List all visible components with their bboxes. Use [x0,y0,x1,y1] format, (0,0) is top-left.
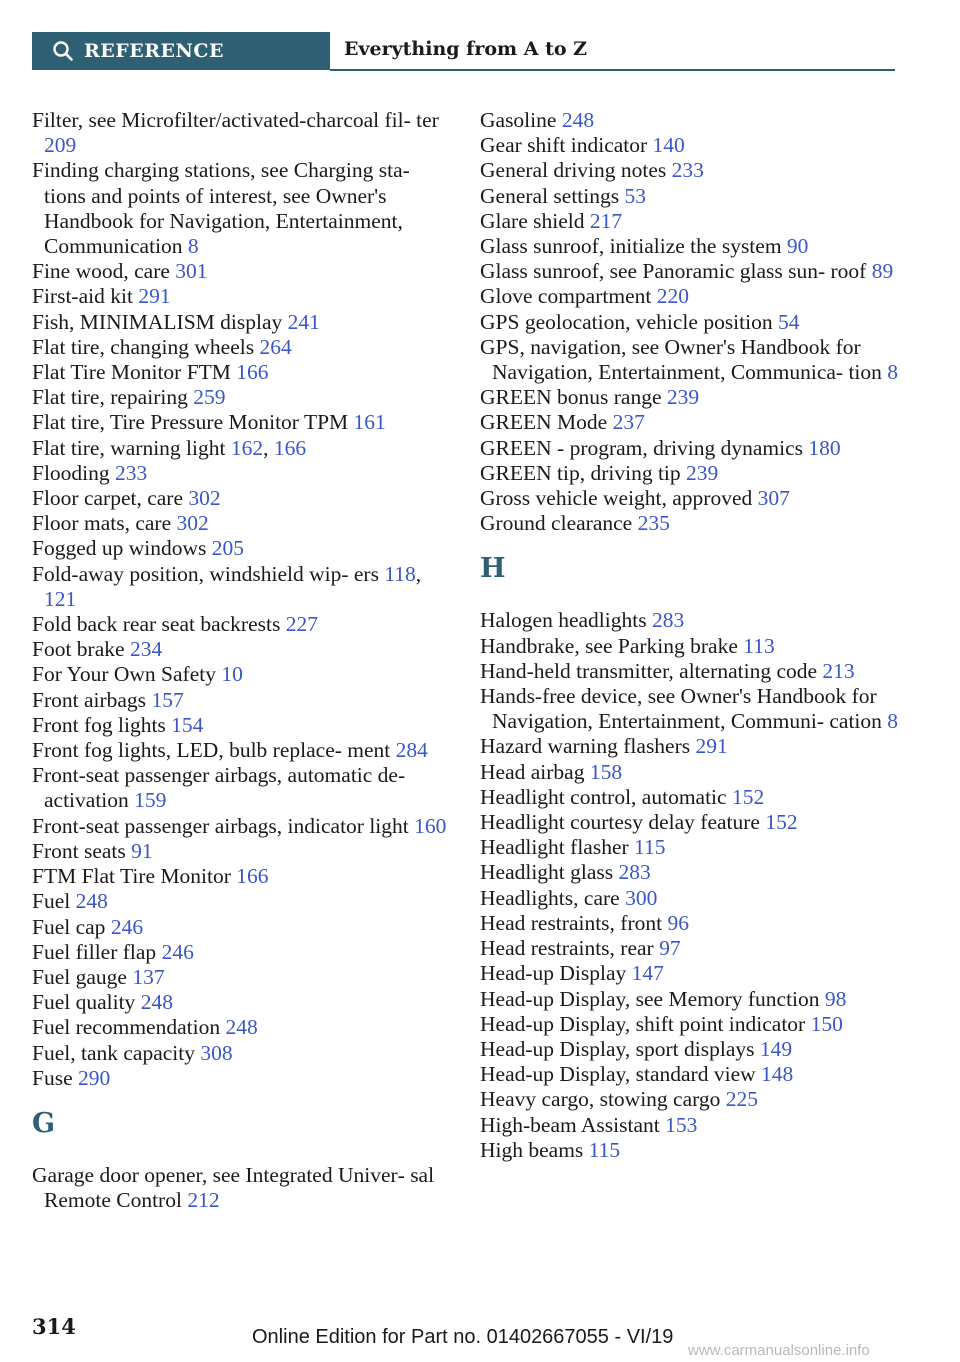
page-reference-link[interactable]: 246 [161,939,194,964]
index-term: Headlight control, automatic [480,784,727,809]
page-reference-link[interactable]: 8 [887,360,899,385]
page-reference-link[interactable]: 235 [637,511,670,536]
index-entry [32,814,452,839]
index-letter-heading: G [32,1107,56,1139]
index-entry [32,839,452,864]
index-entry [32,637,452,662]
index-term: Front airbags [32,687,147,712]
index-term: Fuel filler flap [32,939,157,964]
page-reference-link[interactable]: 233 [115,460,148,485]
page-reference-link[interactable]: 54 [777,309,800,334]
page-reference-link[interactable]: 115 [634,835,666,860]
index-term: Head-up Display [480,961,627,986]
page-reference-link[interactable]: 308 [200,1040,233,1065]
index-entry [32,889,452,914]
index-entry [480,158,900,183]
index-term: Front fog lights [32,712,166,737]
index-term: Head airbag [480,759,585,784]
index-term: GPS geolocation, vehicle position [480,309,773,334]
page-reference-link[interactable]: 154 [171,712,204,737]
index-term: Fogged up windows [32,536,207,561]
index-term: Halogen headlights [480,608,647,633]
page-reference-link[interactable]: 212 [187,1188,220,1213]
index-entry [32,1066,452,1091]
index-entry [480,209,900,234]
page-reference-link[interactable]: 152 [731,784,765,809]
index-entry [480,436,900,461]
index-entry [480,133,900,158]
index-entry [480,659,900,684]
page-number: 314 [32,1314,76,1339]
index-term: Flat tire, changing wheels [32,334,255,359]
search-icon [52,40,74,62]
index-term: Hands-free device, see Owner's Handbook for Navigation, Entertainment, Communi‐ cation [480,684,882,734]
index-entry [32,284,452,309]
page-reference-link[interactable]: 248 [561,108,595,132]
page-reference-link[interactable]: 97 [659,936,681,961]
index-term: GPS, navigation, see Owner's Handbook for Navigation, Entertainment, Communica‐ tion [480,334,882,385]
index-term: Head restraints, front [480,910,663,935]
index-term: Headlight courtesy delay feature [480,810,760,835]
page-reference-link[interactable]: 233 [671,158,704,183]
index-entry [32,763,452,813]
section-tab [32,32,330,70]
page-reference-link[interactable]: 90 [786,234,809,259]
page-reference-link[interactable]: 302 [176,511,209,536]
index-entry [480,385,900,410]
index-entry [32,385,452,410]
page-reference-link[interactable]: 248 [225,1015,258,1040]
index-entry [480,911,900,936]
page-reference-link[interactable]: 89 [871,259,894,284]
page-reference-link[interactable]: 227 [285,612,318,637]
page-reference-link[interactable]: 241 [287,309,320,334]
page-reference-link[interactable]: 148 [761,1062,794,1087]
index-term: Flat tire, warning light [32,435,226,460]
page-reference-link[interactable]: 96 [667,910,689,935]
index-entry [32,1015,452,1040]
index-term: General driving notes [480,158,667,183]
index-term: Head-up Display, see Memory function [480,986,820,1011]
page-reference-link[interactable]: 149 [759,1036,793,1061]
page-reference-link[interactable]: 91 [131,838,153,863]
index-entry [32,108,452,158]
index-term: Fuse [32,1065,73,1090]
index-entry [32,940,452,965]
page-reference-link[interactable]: 264 [259,334,292,359]
page-reference-link[interactable]: 302 [188,486,221,511]
page-reference-link[interactable]: 300 [625,885,658,910]
page-reference-link[interactable]: 147 [631,961,664,986]
page-reference-link[interactable]: 166 [236,360,269,385]
index-term: Fuel gauge [32,964,127,989]
page-reference-link[interactable]: 220 [656,284,689,309]
index-entry [32,410,452,435]
index-term: GREEN bonus range [480,385,662,410]
page-reference-link[interactable]: 307 [757,486,790,511]
index-term: High-beam Assistant [480,1112,660,1137]
index-term: Glass sunroof, see Panoramic glass sun‐ roof [480,259,867,284]
index-entry [32,310,452,335]
index-term: Head-up Display, standard view [480,1062,756,1087]
page-reference-link[interactable]: 166 [273,435,307,460]
index-term: General settings [480,183,620,208]
page-reference-link[interactable]: 234 [129,637,163,662]
index-entry [32,864,452,889]
page-reference-link[interactable]: 237 [612,410,645,435]
index-column-right [480,108,900,1163]
index-term: Glare shield [480,208,585,233]
index-entry [32,335,452,360]
index-entry [480,108,900,133]
index-entry [32,738,452,763]
index-entry [480,987,900,1012]
index-term: Front-seat passenger airbags, indicator light [32,813,409,838]
index-column-left [32,108,452,1213]
index-term: Front fog lights, LED, bulb replace‐ ment [32,738,391,763]
page-reference-link[interactable]: 259 [193,385,226,410]
page-reference-link[interactable]: 162 [230,435,264,460]
index-entry [32,688,452,713]
page-reference-link[interactable]: 290 [78,1065,111,1090]
index-entry [480,634,900,659]
page-reference-link[interactable]: 8 [887,709,899,734]
page-reference-link[interactable]: 283 [651,608,685,633]
index-entry [480,234,900,259]
index-term: Filter, see Microfilter/activated-charcoal fil‐ ter [32,108,439,132]
index-term: Gross vehicle weight, approved [480,486,753,511]
index-entry [480,936,900,961]
index-term: Gasoline [480,108,557,132]
index-entry [480,259,900,284]
index-term: Hand-held transmitter, alternating code [480,658,818,683]
page-reference-link[interactable]: 283 [618,860,651,885]
index-term: Fuel cap [32,914,106,939]
page-reference-link[interactable]: 291 [138,284,171,309]
index-term: GREEN - program, driving dynamics [480,435,804,460]
page-reference-link[interactable]: 217 [589,208,623,233]
index-entry [32,461,452,486]
index-term: Hazard warning flashers [480,734,691,759]
index-entry [480,961,900,986]
index-entry [480,734,900,759]
index-term: Finding charging stations, see Charging sta‐ tions and points of interest, see Owner's Handbook for Navigation, Entertainment, Communication [32,158,410,259]
index-entry: Flat tire, warning light 162, 166 [32,435,307,460]
page-reference-link[interactable]: 166 [236,864,269,889]
index-term: Fish, MINIMALISM display [32,309,283,334]
index-term: Fuel recommendation [32,1015,221,1040]
page-reference-link[interactable]: 150 [810,1011,843,1036]
index-term: GREEN tip, driving tip [480,460,681,485]
index-entry [32,612,452,637]
index-entry [32,536,452,561]
page-reference-link[interactable]: 118 [384,561,416,586]
index-entry [32,915,452,940]
page-reference-link[interactable]: 140 [652,133,685,158]
page-reference-link[interactable]: 8 [187,234,199,259]
section-label: REFERENCE [84,40,224,62]
index-entry [480,1138,900,1163]
index-term: FTM Flat Tire Monitor [32,864,231,889]
page-reference-link[interactable]: 248 [140,990,173,1015]
index-entry [480,511,900,536]
page-reference-link[interactable]: 53 [624,183,646,208]
page-reference-link[interactable]: 10 [221,662,243,687]
index-entry [32,662,452,687]
index-term: Head-up Display, sport displays [480,1036,755,1061]
index-entry [480,810,900,835]
page-header [32,32,895,72]
index-term: Handbrake, see Parking brake [480,633,738,658]
page-reference-link[interactable]: 160 [414,813,447,838]
index-entry [480,835,900,860]
index-entry [480,461,900,486]
index-entry [32,713,452,738]
index-term: Front seats [32,838,126,863]
index-entry [480,684,900,734]
index-entry [32,511,452,536]
index-entry [480,860,900,885]
page-reference-link[interactable]: 205 [211,536,245,561]
index-term: GREEN Mode [480,410,608,435]
index-entry [32,360,452,385]
index-term: Flooding [32,460,110,485]
index-term: Fuel [32,889,71,914]
page-reference-link[interactable]: 98 [824,986,847,1011]
index-term: For Your Own Safety [32,662,216,687]
index-term: Fuel, tank capacity [32,1040,195,1065]
index-entry [480,760,900,785]
index-term: Front-seat passenger airbags, automatic de‐ activation [32,763,406,813]
page-reference-link[interactable]: 137 [132,964,165,989]
index-entry [32,486,452,511]
index-entry [480,1012,900,1037]
page-reference-link[interactable]: 209 [44,133,77,158]
page-reference-link[interactable]: 152 [765,810,798,835]
index-entry [480,410,900,435]
index-term: Garage door opener, see Integrated Univer‐ sal Remote Control [32,1162,435,1213]
edition-footer: Online Edition for Part no. 01402667055 - VI/19 [252,1326,674,1348]
index-term: Foot brake [32,637,125,662]
index-term: Glove compartment [480,284,652,309]
index-entry [480,310,900,335]
index-entry [32,1163,452,1213]
index-term: Glass sunroof, initialize the system [480,234,782,259]
index-entry [480,886,900,911]
index-term: Headlight glass [480,860,614,885]
watermark: www.carmanualsonline.info [688,1342,870,1359]
index-term: Ground clearance [480,511,633,536]
index-term: Fine wood, care [32,259,170,284]
index-term: Flat tire, repairing [32,385,188,410]
index-term: Head-up Display, shift point indicator [480,1011,806,1036]
page-reference-link[interactable]: 239 [666,385,700,410]
page-reference-link[interactable]: 115 [588,1137,621,1162]
index-entry [480,608,900,633]
index-entry [32,965,452,990]
page-reference-link[interactable]: 239 [686,460,719,485]
index-term: Heavy cargo, stowing cargo [480,1087,721,1112]
chapter-title: Everything from A to Z [344,38,588,60]
page-reference-link[interactable]: 213 [822,658,855,683]
index-entry [32,158,452,259]
index-term: Headlights, care [480,885,620,910]
index-term: Fold back rear seat backrests [32,612,281,637]
index-entry: Fold-away position, windshield wip‐ ers 118, 121 [32,561,422,611]
index-term: Fold-away position, windshield wip‐ ers [32,561,379,586]
page-reference-link[interactable]: 301 [175,259,208,284]
page-reference-link[interactable]: 113 [743,633,775,658]
index-entry [480,1037,900,1062]
index-term: Flat Tire Monitor FTM [32,360,231,385]
index-entry [480,1113,900,1138]
page-reference-link[interactable]: 153 [665,1112,698,1137]
index-term: High beams [480,1137,584,1162]
page-reference-link[interactable]: 248 [75,889,108,914]
index-term: Flat tire, Tire Pressure Monitor TPM [32,410,349,435]
index-term: Head restraints, rear [480,936,654,961]
index-entry [32,1041,452,1066]
page-reference-link[interactable]: 180 [808,435,841,460]
index-term: Floor carpet, care [32,486,184,511]
page-reference-link[interactable]: 291 [695,734,728,759]
page-reference-link[interactable]: 159 [134,788,167,813]
index-entry [32,990,452,1015]
index-entry [480,335,900,385]
index-term: Gear shift indicator [480,133,648,158]
index-entry [480,184,900,209]
header-rule [330,69,895,71]
index-entry [480,785,900,810]
page-reference-link[interactable]: 157 [151,687,184,712]
index-term: First-aid kit [32,284,133,309]
page-reference-link[interactable]: 246 [110,914,144,939]
page-reference-link[interactable]: 225 [725,1087,759,1112]
index-term: Fuel quality [32,990,136,1015]
index-entry [32,259,452,284]
index-entry [480,1087,900,1112]
page-reference-link[interactable]: 158 [589,759,623,784]
page-reference-link[interactable]: 284 [395,738,428,763]
page-reference-link[interactable]: 121 [44,586,77,611]
index-entry [480,284,900,309]
index-term: Floor mats, care [32,511,172,536]
index-term: Headlight flasher [480,835,629,860]
page-reference-link[interactable]: 161 [353,410,386,435]
index-letter-heading: H [480,553,506,585]
index-entry [480,1062,900,1087]
index-entry [480,486,900,511]
